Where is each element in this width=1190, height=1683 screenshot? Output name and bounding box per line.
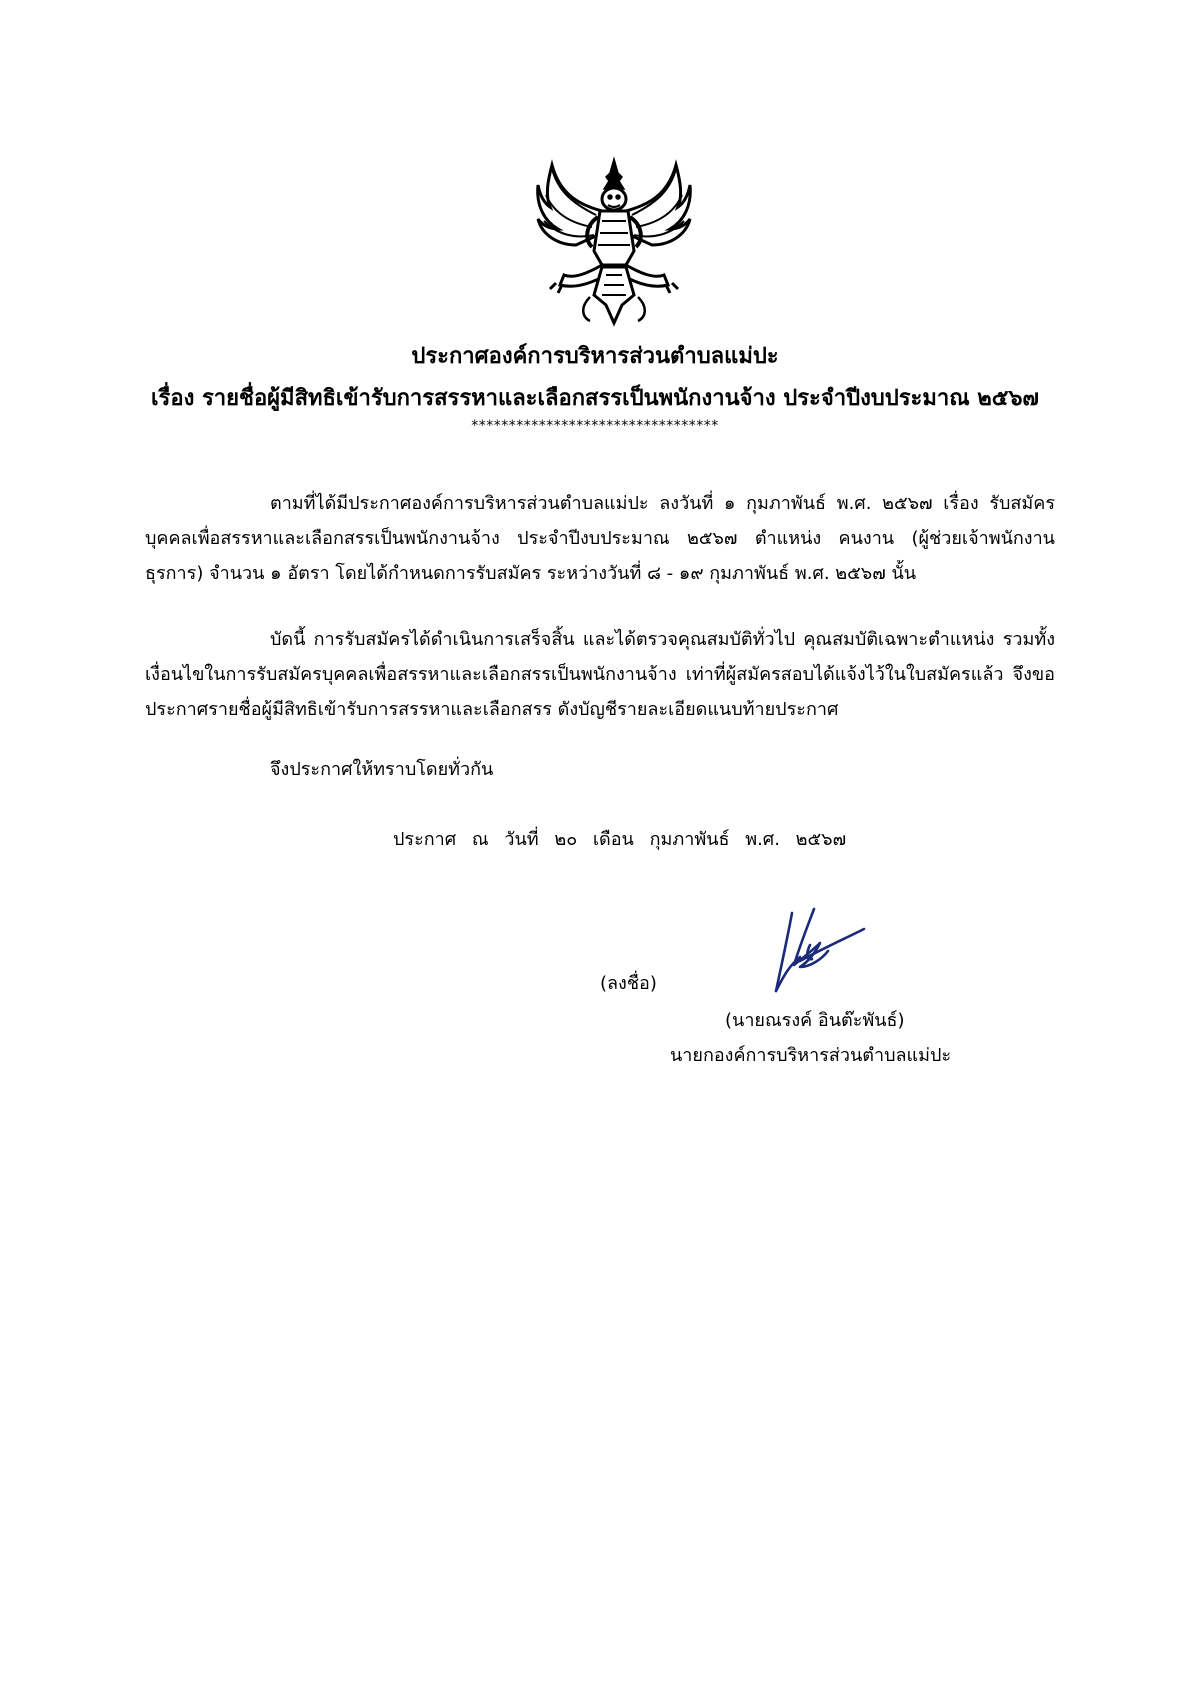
signed-label: (ลงชื่อ) [600,973,657,994]
handwritten-signature-icon [770,905,866,997]
document-title: ประกาศองค์การบริหารส่วนตำบลแม่ปะ [411,344,779,369]
garuda-emblem-icon [530,155,698,327]
signer-name: (นายณรงค์ อินต๊ะพันธ์) [725,1010,905,1031]
separator-line: ********************************* [471,418,719,434]
document-subject: เรื่อง รายชื่อผู้มีสิทธิเข้ารับการสรรหาและเลือกสรรเป็นพนักงานจ้าง ประจำปีงบประมาณ ๒๕๖๗ [151,386,1039,411]
body-paragraph-3: จึงประกาศให้ทราบโดยทั่วกัน [270,759,494,780]
body-paragraph-1: ตามที่ได้มีประกาศองค์การบริหารส่วนตำบลแม่ปะ ลงวันที่ ๑ กุมภาพันธ์ พ.ศ. ๒๕๖๗ เรื่อง รับสมัครบุคคลเพื่อสรรหาและเลือกสรรเป็นพนักงานจ้าง ประจำปีงบประมาณ ๒๕๖๗ ตำแหน่ง คนงาน (ผู้ช่วยเจ้าพนักงานธุรการ) จำนวน ๑ อัตรา โดยได้กำหนดการรับสมัคร ระหว่างวันที่ ๘ - ๑๙ กุมภาพันธ์ พ.ศ. ๒๕๖๗ นั้น [145,493,1055,584]
signer-position: นายกองค์การบริหารส่วนตำบลแม่ปะ [670,1045,952,1066]
body-paragraph-2: บัดนี้ การรับสมัครได้ดำเนินการเสร็จสิ้น และได้ตรวจคุณสมบัติทั่วไป คุณสมบัติเฉพาะตำแหน่ง รวมทั้งเงื่อนไขในการรับสมัครบุคคลเพื่อสรรหาและเลือกสรรเป็นพนักงานจ้าง เท่าที่ผู้สมัครสอบได้แจ้งไว้ในใบสมัครแล้ว จึงขอประกาศรายชื่อผู้มีสิทธิเข้ารับการสรรหาและเลือกสรร ดังบัญชีรายละเอียดแนบท้ายประกาศ [145,629,1055,720]
announcement-date: ประกาศ ณ วันที่ ๒๐ เดือน กุมภาพันธ์ พ.ศ. ๒๕๖๗ [393,829,847,850]
